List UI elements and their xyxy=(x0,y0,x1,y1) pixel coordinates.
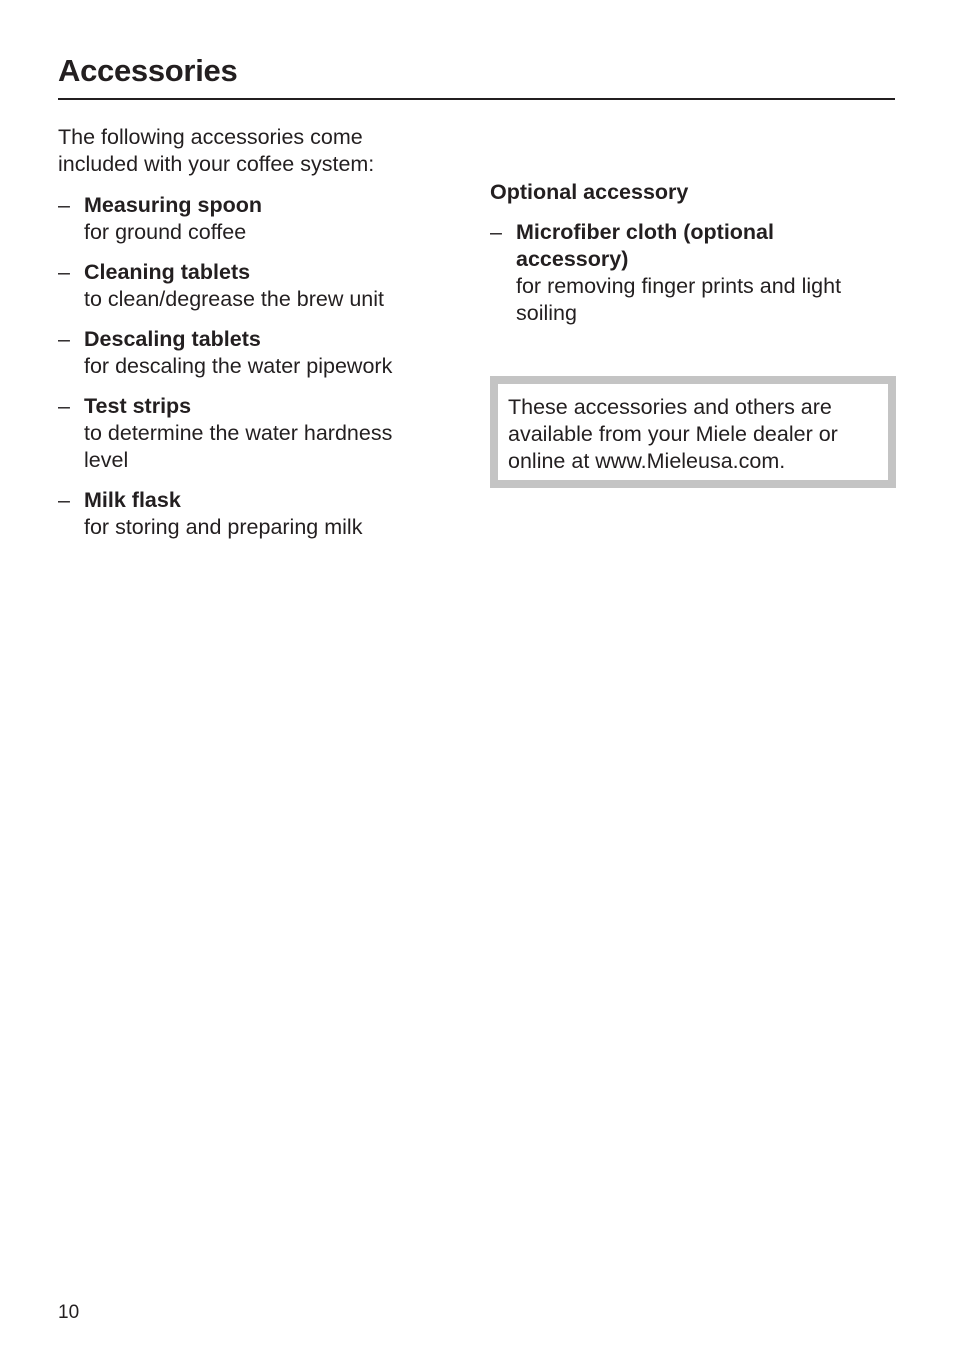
dealer-note-text: These accessories and others are available from your Miele dealer or online at www.Mieleusa.com. xyxy=(508,395,838,473)
optional-accessory-section xyxy=(490,179,896,340)
optional-accessory-heading: Optional accessory xyxy=(490,180,689,204)
list-item xyxy=(58,393,448,474)
list-dash: – xyxy=(58,488,70,512)
list-dash: – xyxy=(490,220,502,244)
list-item xyxy=(58,326,448,380)
accessory-name: Descaling tablets xyxy=(84,327,261,351)
list-dash: – xyxy=(58,260,70,284)
accessory-name: Microfiber cloth (optional accessory) xyxy=(516,220,774,271)
list-dash: – xyxy=(58,394,70,418)
page-title: Accessories xyxy=(58,53,238,88)
accessory-name: Milk flask xyxy=(84,488,181,512)
accessory-description: for storing and preparing milk xyxy=(84,515,363,539)
included-intro: The following accessories come included with your coffee system: xyxy=(58,125,375,176)
accessory-name: Measuring spoon xyxy=(84,193,262,217)
accessory-name: Test strips xyxy=(84,394,192,418)
included-accessories-list xyxy=(58,192,448,541)
accessory-name: Cleaning tablets xyxy=(84,260,251,284)
page-number: 10 xyxy=(58,1302,80,1323)
list-item xyxy=(58,192,448,246)
list-dash: – xyxy=(58,193,70,217)
accessory-description: to determine the water hardness level xyxy=(84,421,393,472)
list-item xyxy=(490,219,896,327)
accessory-description: for removing finger prints and light soiling xyxy=(516,274,842,325)
list-item xyxy=(58,487,448,541)
accessory-description: for ground coffee xyxy=(84,220,247,244)
dealer-note-box xyxy=(490,376,896,488)
optional-accessories-list xyxy=(490,219,896,327)
accessory-description: to clean/degrease the brew unit xyxy=(84,287,385,311)
included-accessories-section xyxy=(58,124,448,554)
list-dash: – xyxy=(58,327,70,351)
list-item xyxy=(58,259,448,313)
accessory-description: for descaling the water pipework xyxy=(84,354,393,378)
title-divider xyxy=(58,98,895,100)
